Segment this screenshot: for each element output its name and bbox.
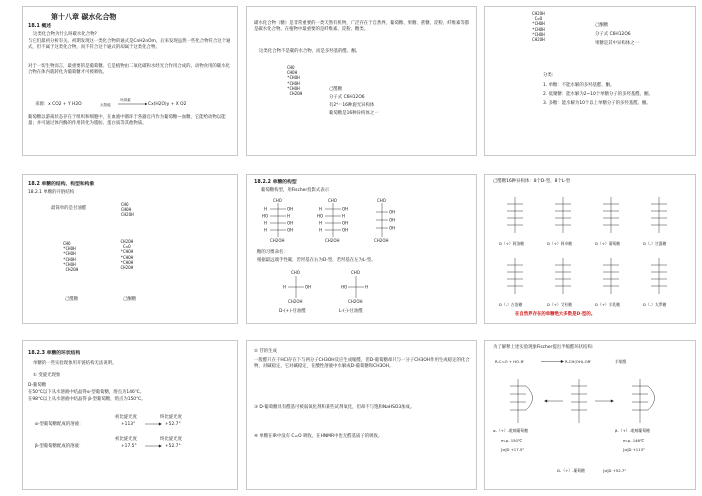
isomer-skeleton [603, 258, 619, 294]
fischer-3-oh-3: OH [389, 225, 396, 231]
ketohexose-note-1: 己酮糖 [595, 23, 609, 28]
ketohexose-structure: CH2OH C=O *CHOH *CHOH *CHOH CH2OH [532, 11, 545, 43]
isomer-skeleton [651, 197, 667, 233]
classification-item-1: 1. 单糖：不能水解的多羟基醛、酮。 [543, 83, 615, 88]
isomer-skeleton [555, 197, 571, 233]
col-initial-rotation-2: 初比旋光度 [115, 437, 137, 442]
fischer-2-oh-4: OH [342, 227, 349, 233]
fischer-2-h-1: H [319, 206, 323, 212]
isomers-title: 己醛糖16种异构体：8个D-型，8个L-型 [493, 179, 571, 184]
d-glyceraldehyde-label: D-(+)-甘油醛 [279, 309, 306, 314]
slide-open-chain [22, 174, 238, 324]
alpha-melting-point: m.p. 150℃ [501, 438, 523, 443]
naming-rule: 根据最远端手性碳，若羟基在右为D-型，若羟基在左为L-型。 [257, 258, 376, 263]
open-chain-name: D-（+）-葡萄糖 [557, 468, 585, 473]
slide-aldohexose-isomers [484, 174, 696, 324]
chapter-title: 第十八章 碳水化合物 [51, 13, 117, 21]
subsection-heading: 18.2.1 单糖的开链结构 [28, 190, 75, 195]
classification-item-3: 3. 多糖：能水解为10个以上单糖分子的多羟基醛、酮。 [543, 101, 651, 106]
slide-hemiacetal [484, 340, 696, 490]
isomer-skeleton [651, 258, 667, 294]
naming-title: 糖的习惯命名： [257, 250, 288, 255]
glycoside-paragraph: 一般醛只在干HCl存在下与两分子CH3OH反应生成缩醛，但D-葡萄糖却只与一分子CH3OH作用生成稳定的化合物，对碱稳定，它对碱稳定，在酸性溶液中水解成D-葡萄糖和CH3OH。 [254, 358, 470, 370]
glyceraldehyde-label: 最简单的是甘油醛 [51, 206, 87, 211]
fischer-intro: 葡萄糖构型，用Fischer投影式表示 [261, 188, 330, 193]
isomer-skeleton [603, 197, 619, 233]
paragraph-2: 对于一切生物而言，最重要的是葡萄糖。它是植物由二氧化碳和水经光合作用合成的。动物食用的碳水化合物在体内就转化为葡萄糖才可被吸收。 [28, 64, 230, 76]
l-glyceraldehyde-bottom: CH2OH [348, 299, 363, 304]
col-final-rotation-1: 终比旋光度 [160, 415, 182, 420]
aldohexose-note-2: 分子式 C6H12O6 [329, 95, 365, 100]
natural-d-note: 在自然界存在的单糖绝大多数是D-型的。 [515, 312, 596, 317]
alpha-anomer-name: α-（+）-吡喃葡萄糖 [493, 428, 529, 433]
aldehyde-group: R-C=O + HO-R' [495, 359, 525, 364]
paragraph-1: 单糖的一些实验现象用开链结构无法说明。 [33, 361, 117, 366]
equation-left: 来源：x CO2 + Y H2O [35, 102, 82, 107]
beta-initial-value: +17.5° [121, 444, 137, 449]
fischer-2-oh-1: OH [342, 206, 349, 212]
ketohexose-note-2: 分子式 C6H12O6 [595, 32, 631, 37]
isomer-row-2-label-1: D（-）古洛糖 [499, 302, 523, 307]
d-glucose-label: D-葡萄糖 [28, 383, 47, 388]
section-heading: 18.2.3 单糖的环状结构 [28, 351, 81, 356]
slide-classification [484, 6, 696, 156]
alpha-final-value: +52.7° [165, 422, 181, 427]
section-heading: 18.2.2 单糖的构型 [254, 180, 297, 185]
isomer-row-1-label-2: D（+）阿卓糖 [547, 241, 573, 246]
col-final-rotation-2: 终比旋光度 [160, 437, 182, 442]
fischer-1-bottom: CH2OH [270, 238, 285, 243]
hemiacetal-label: 半缩醛 [615, 359, 627, 364]
hemiacetal-group: R-CH(OH)-OR' [565, 359, 592, 364]
fischer-2-ho-2: HO [317, 213, 324, 219]
glycoside-heading: ② 苷的生成 [254, 349, 277, 354]
section-heading: 18.2 单糖的结构、构型和构象 [28, 182, 95, 187]
aldohexose-structure: CHO *CHOH *CHOH *CHOH *CHOH CH2OH [63, 241, 79, 273]
beta-solution-label: β-型葡萄糖配成的溶液： [35, 444, 84, 449]
isomer-skeleton [507, 197, 523, 233]
fischer-3-oh-1: OH [389, 209, 396, 215]
section-heading: 18.1 概述 [28, 24, 52, 29]
l-glyceraldehyde-label: L-(-)-甘油醛 [339, 309, 363, 314]
fischer-1-h-3: H [264, 220, 268, 226]
fischer-2-oh-3: OH [342, 220, 349, 226]
hemiacetal-diagram [485, 341, 696, 490]
l-glyceraldehyde-ho: HO [341, 284, 348, 290]
ketohexose-note-3: 果糖是其中异构体之一 [595, 41, 639, 46]
l-glyceraldehyde-h: H [365, 284, 369, 290]
beta-rotation: [α]D +113° [623, 447, 645, 452]
d-glyceraldehyde-top: CHO [291, 270, 300, 275]
fischer-2-h-4: H [319, 227, 323, 233]
d-glyceraldehyde-bottom: CH2OH [288, 299, 303, 304]
alpha-initial-value: +113° [121, 422, 136, 427]
aldohexose-note-3: 有2⁴＝16种旋光异构体 [329, 103, 375, 108]
fischer-3-oh-2: OH [389, 217, 396, 223]
d-glyceraldehyde-oh: OH [305, 284, 312, 290]
fischer-1-oh-4: OH [287, 227, 294, 233]
fischer-2-h-2: H [342, 213, 346, 219]
equation-catalyst: 叶绿素 [120, 98, 131, 102]
equation-arrow [23, 7, 238, 156]
equation-energy: 太阳能 [100, 103, 111, 107]
fischer-1-ho-2: HO [262, 213, 269, 219]
isomer-row-2-label-4: D（-）太罗糖 [643, 302, 667, 307]
slide-glycoside [246, 340, 477, 490]
fischer-3-top: CHO [377, 198, 386, 203]
alpha-solution-label: α-型葡萄糖配成的溶液： [35, 422, 84, 427]
l-glyceraldehyde-top: CHO [351, 270, 360, 275]
slide-definition [246, 6, 477, 156]
isomer-row-1-label-3: D（+）葡萄糖 [595, 241, 621, 246]
ketohexose-label: 己酮糖 [123, 297, 137, 302]
equation-right: Cx(H2O)y + X O2 [148, 102, 187, 107]
fischer-1-h-4: H [264, 227, 268, 233]
alpha-crystal-text: 在50℃以下从水溶液中结晶得α-型葡萄糖，熔点为146℃。 [28, 390, 145, 395]
beta-final-value: +52.7° [165, 444, 181, 449]
aldohexose-note-1: 己醛糖 [329, 87, 343, 92]
paragraph-1: 碳水化合物（糖）是非常重要的一类天然有机物，广泛存在于自然界，葡萄糖、果糖、蔗糖、淀粉、纤维素等都是碳水化合物。在植物中最重要的是纤维素、淀粉、糖类。 [254, 21, 470, 33]
fischer-1-top: CHO [273, 198, 282, 203]
fischer-3-bottom: CH2OH [374, 238, 389, 243]
fischer-2-bottom: CH2OH [325, 238, 340, 243]
classification-title: 分类: [543, 73, 554, 78]
mutarotation-heading: ① 变旋光现象 [33, 373, 61, 378]
beta-melting-point: m.p. 146℃ [623, 438, 645, 443]
mutarotation-arrows [23, 341, 238, 490]
isomer-skeleton [507, 258, 523, 294]
slide-configuration [246, 174, 477, 324]
isomer-row-1-label-1: D（+）阿洛糖 [499, 241, 525, 246]
fischer-1-oh-3: OH [287, 220, 294, 226]
isomer-row-1-label-4: D（-）甘露糖 [643, 241, 667, 246]
fischer-1-h-2: H [287, 213, 291, 219]
aldohexose-note-4: 葡萄糖是16种异构体之一 [329, 111, 379, 116]
paragraph-2: 这类化合物不是碳的水合物，而是多羟基的醛、酮。 [259, 49, 360, 54]
open-chain-rotation: [α]D +52.7° [603, 468, 627, 473]
glyceraldehyde-structure: CHO CHOH CH2OH [121, 202, 134, 218]
paragraph-3: 葡萄糖以游离状态存在于组织和细胞中，在血液中循环于各器官内作为葡萄糖—血糖，它能给动物以能量；并可通过体内酶的作用转化为脂肪、蛋白质等其他物质。 [28, 115, 226, 127]
paragraph-1: 与它们最初分析有关。初期发现这一类化合物的通式是CnH2nOm，后来发现虽然一些化合物符合这个通式，但不属于这类化合物，而不符合这个通式的却属于这类化合物。 [28, 39, 231, 51]
aldohexose-label: 己醛糖 [65, 297, 79, 302]
question-text: 这类化合物为什么叫碳水化合物? [33, 32, 97, 37]
aldohexose-structure: CHO CHOH *CHOH *CHOH *CHOH CH2OH [287, 65, 303, 97]
fischer-1-h-1: H [264, 206, 268, 212]
isomer-skeleton [555, 258, 571, 294]
hemiacetal-title: 为了解释上述实验现象Fischer提出半缩醛环状结构: [493, 345, 594, 350]
fischer-2-h-3: H [319, 220, 323, 226]
oxidation-paragraph: ③ D-葡萄糖具有醛基可被弱氧化剂和某些试剂氧化，但却不与饱和NaHSO3加成。 [254, 405, 415, 410]
d-glyceraldehyde-h: H [283, 284, 287, 290]
slide-ring-structure [22, 340, 238, 490]
fischer-2-top: CHO [328, 198, 337, 203]
alpha-rotation: [α]D +17.5° [501, 447, 525, 452]
isomer-row-2-label-3: D（+）半乳糖 [595, 302, 621, 307]
classification-item-2: 2. 低聚糖：能水解为2~10个单糖分子的多羟基醛、酮。 [543, 92, 653, 97]
ketohexose-structure: CH2OH C=O *CHOH *CHOH *CHOH CH2OH [120, 239, 134, 271]
fischer-1-oh-1: OH [287, 206, 294, 212]
beta-anomer-name: β-（+）-吡喃葡萄糖 [615, 428, 650, 433]
isomer-row-2-label-2: D（+）艾杜糖 [547, 302, 573, 307]
ir-nmr-paragraph: ④ 单糖在IR中没有 C=O 吸收，在HNMR中也无醛基质子的吸收。 [254, 434, 383, 439]
col-initial-rotation-1: 初比旋光度 [115, 415, 137, 420]
slide-overview [22, 6, 238, 156]
beta-crystal-text: 在98℃以上从水溶液中结晶得 β-型葡萄糖，熔点为150℃。 [28, 397, 146, 402]
